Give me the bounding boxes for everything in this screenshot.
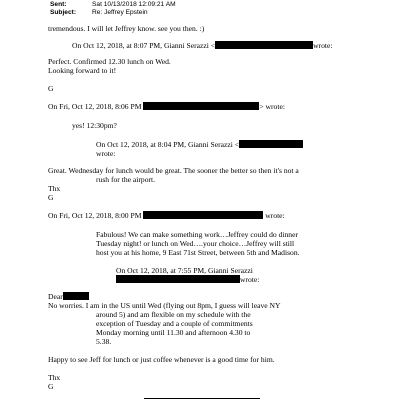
signature: G [48,193,54,202]
redaction-block [63,292,89,300]
sent-label: Sent: [50,1,67,8]
quote-header [96,140,303,149]
message-line: Happy to see Jeff for lunch or just coffee whenever is a good time for him. [48,355,275,364]
message-body: yes! 12:30pm? [72,121,117,130]
sent-value: Sat 10/13/2018 12:09:21 AM [92,1,176,8]
redaction-block [239,140,303,148]
signature: Thx [48,373,61,382]
message-line: Great. Wednesday for lunch would be great. The sooner the better so then it's not a [48,166,299,175]
greeting [48,292,89,301]
signature: Thx [48,184,61,193]
quote-header-text: On Oct 12, 2018, at 8:07 PM, Gianni Serazzi < [72,41,216,50]
message-line: Tuesday night! or lunch on Wed….your choice…Jeffrey will still [96,239,295,248]
quote-header-wrote: wrote: [240,275,260,284]
quote-header-wrote: wrote: [313,41,333,50]
message-line: exception of Tuesday and a couple of commitments [96,319,253,328]
quote-header [72,41,332,50]
message-line: Monday morning until 11.30 and afternoon 4.30 to [96,328,251,337]
message-line: No worries. I am in the US until Wed (flying out 8pm, I guess will leave NY [48,301,281,310]
message-line: around 5) and am flexible on my schedule with the [96,310,251,319]
message-body: tremendous. I will let Jeffrey know. see you then. :) [48,24,205,33]
message-line: Fabulous! We can make something work…Jeffrey could do dinner [96,230,298,239]
quote-header [48,211,285,220]
quote-header-wrote: wrote: [96,149,116,158]
redaction-block [143,102,259,110]
quote-header [48,102,285,111]
message-line: Looking forward to it! [48,66,117,75]
message-line: rush for the airport. [96,175,156,184]
redaction-block [215,41,313,49]
message-line: Perfect. Confirmed 12.30 lunch on Wed. [48,57,171,66]
signature: G [48,382,54,391]
message-line: 5.38. [96,337,112,346]
quote-header-text: On Fri, Oct 12, 2018, 8:00 PM [48,211,142,220]
quote-header-text: On Fri, Oct 12, 2018, 8:06 PM [48,102,142,111]
greeting-text: Dear [48,292,63,301]
quote-header-wrote: > wrote: [259,102,285,111]
quote-header-wrote: wrote: [265,211,285,220]
redaction-block [143,211,263,219]
quote-header-text: On Oct 12, 2018, at 8:04 PM, Gianni Serazzi < [96,140,240,149]
bottom-rule [144,398,260,399]
redaction-block [116,275,240,283]
quote-header [116,275,259,284]
subject-label: Subject: [50,9,77,16]
quote-header: On Oct 12, 2018, at 7:55 PM, Gianni Serazzi [116,266,253,275]
signature: G [48,84,54,93]
subject-value: Re: Jeffrey Epstein [92,9,148,16]
message-line: host you at his home, 9 East 71st Street, between 5th and Madison. [96,248,300,257]
